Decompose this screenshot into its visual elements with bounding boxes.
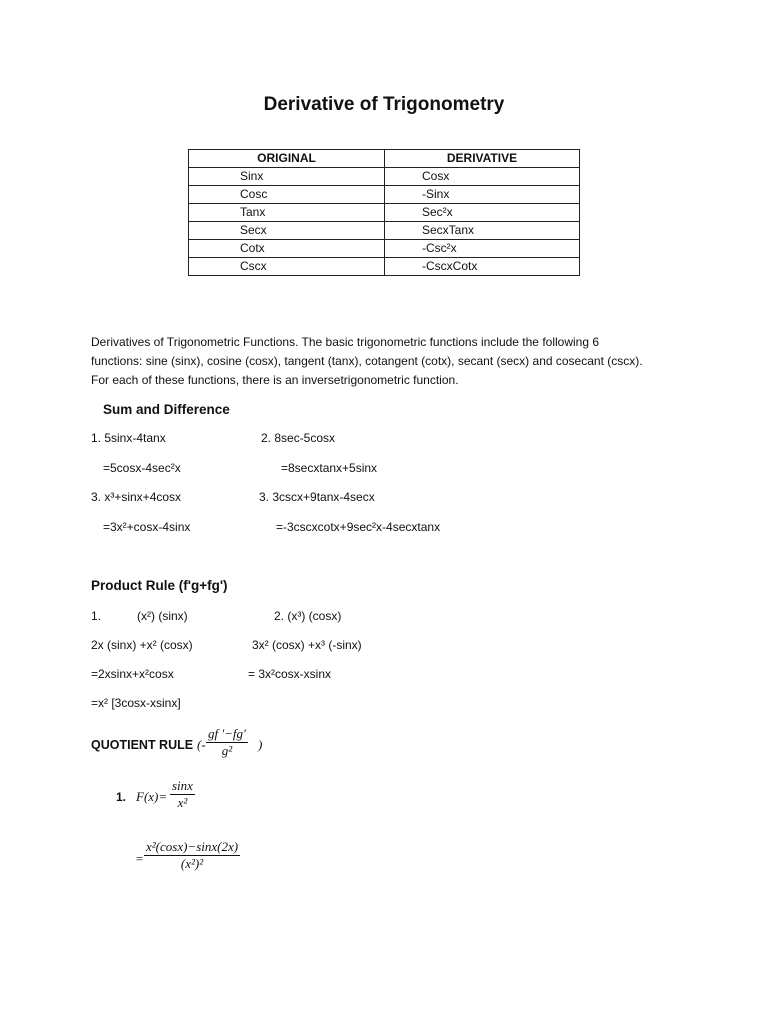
table-cell: Cosc	[189, 186, 385, 204]
table-cell: Cotx	[189, 240, 385, 258]
page-title: Derivative of Trigonometry	[263, 94, 505, 115]
product-step-right: = 3x²cosx-xsinx	[248, 667, 332, 681]
product-rule-heading: Product Rule (f'g+fg')	[91, 578, 228, 593]
column-header-derivative: DERIVATIVE	[385, 150, 580, 168]
quotient-example-numerator: sinx	[172, 778, 193, 793]
product-example-expression: 2. (x³) (cosx)	[274, 609, 342, 623]
sum-difference-left-line: =5cosx-4sec²x	[103, 461, 181, 475]
sum-difference-left-line: =3x²+cosx-4sinx	[103, 520, 191, 534]
product-step-left: 2x (sinx) +x² (cosx)	[91, 638, 193, 652]
product-step-left: =2xsinx+x²cosx	[91, 667, 174, 681]
quotient-example-denominator: x²	[177, 795, 188, 810]
table-row	[189, 204, 580, 222]
intro-paragraph-line: Derivatives of Trigonometric Functions. The basic trigonometric functions include the following 6	[91, 335, 600, 349]
sum-difference-heading: Sum and Difference	[103, 402, 230, 417]
sum-difference-right-line: 2. 8sec-5cosx	[261, 431, 336, 445]
table-cell: -Sinx	[385, 186, 580, 204]
table-cell: -Csc²x	[385, 240, 580, 258]
derivative-table	[188, 149, 580, 276]
sum-difference-right-line: =-3cscxcotx+9sec²x-4secxtanx	[276, 520, 441, 534]
column-header-original: ORIGINAL	[189, 150, 385, 168]
table-cell: Secx	[189, 222, 385, 240]
table-cell: -CscxCotx	[385, 258, 580, 276]
table-row	[189, 258, 580, 276]
table-cell: Cscx	[189, 258, 385, 276]
quotient-formula-numerator: gf '−fg'	[208, 726, 246, 741]
product-example-number: 1.	[91, 609, 102, 623]
table-cell: Sec²x	[385, 204, 580, 222]
table-cell: Tanx	[189, 204, 385, 222]
table-cell: SecxTanx	[385, 222, 580, 240]
product-step-right: 3x² (cosx) +x³ (-sinx)	[252, 638, 362, 652]
sum-difference-right-line: =8secxtanx+5sinx	[281, 461, 378, 475]
quotient-formula-open: (-	[197, 737, 206, 752]
intro-paragraph-line: functions: sine (sinx), cosine (cosx), tangent (tanx), cotangent (cotx), secant (secx) and cosecant (cscx).	[91, 354, 643, 368]
table-row	[189, 168, 580, 186]
quotient-example-fraction	[170, 778, 195, 811]
quotient-step-numerator: x²(cosx)−sinx(2x)	[146, 839, 239, 854]
table-row	[189, 186, 580, 204]
table-cell: Cosx	[385, 168, 580, 186]
quotient-example-number: 1.	[116, 790, 127, 804]
quotient-rule-heading: QUOTIENT RULE	[91, 738, 194, 752]
intro-paragraph-line: For each of these functions, there is an inversetrigonometric function.	[91, 373, 459, 387]
quotient-formula-fraction	[206, 726, 248, 759]
quotient-step-denominator: (x²)²	[180, 856, 204, 871]
sum-difference-right-line: 3. 3cscx+9tanx-4secx	[259, 490, 375, 504]
quotient-formula-denominator: g²	[221, 743, 233, 758]
product-example-expression: (x²) (sinx)	[137, 609, 188, 623]
table-header-row	[189, 150, 580, 168]
table-row	[189, 222, 580, 240]
quotient-formula-close: )	[258, 737, 263, 752]
product-step-left: =x² [3cosx-xsinx]	[91, 696, 181, 710]
quotient-step-fraction	[144, 839, 240, 872]
table-row	[189, 240, 580, 258]
quotient-example-lhs: F(x)=	[136, 789, 168, 804]
table-cell: Sinx	[189, 168, 385, 186]
sum-difference-left-line: 1. 5sinx-4tanx	[91, 431, 166, 445]
sum-difference-left-line: 3. x³+sinx+4cosx	[91, 490, 182, 504]
quotient-step-equals: =	[135, 851, 144, 866]
